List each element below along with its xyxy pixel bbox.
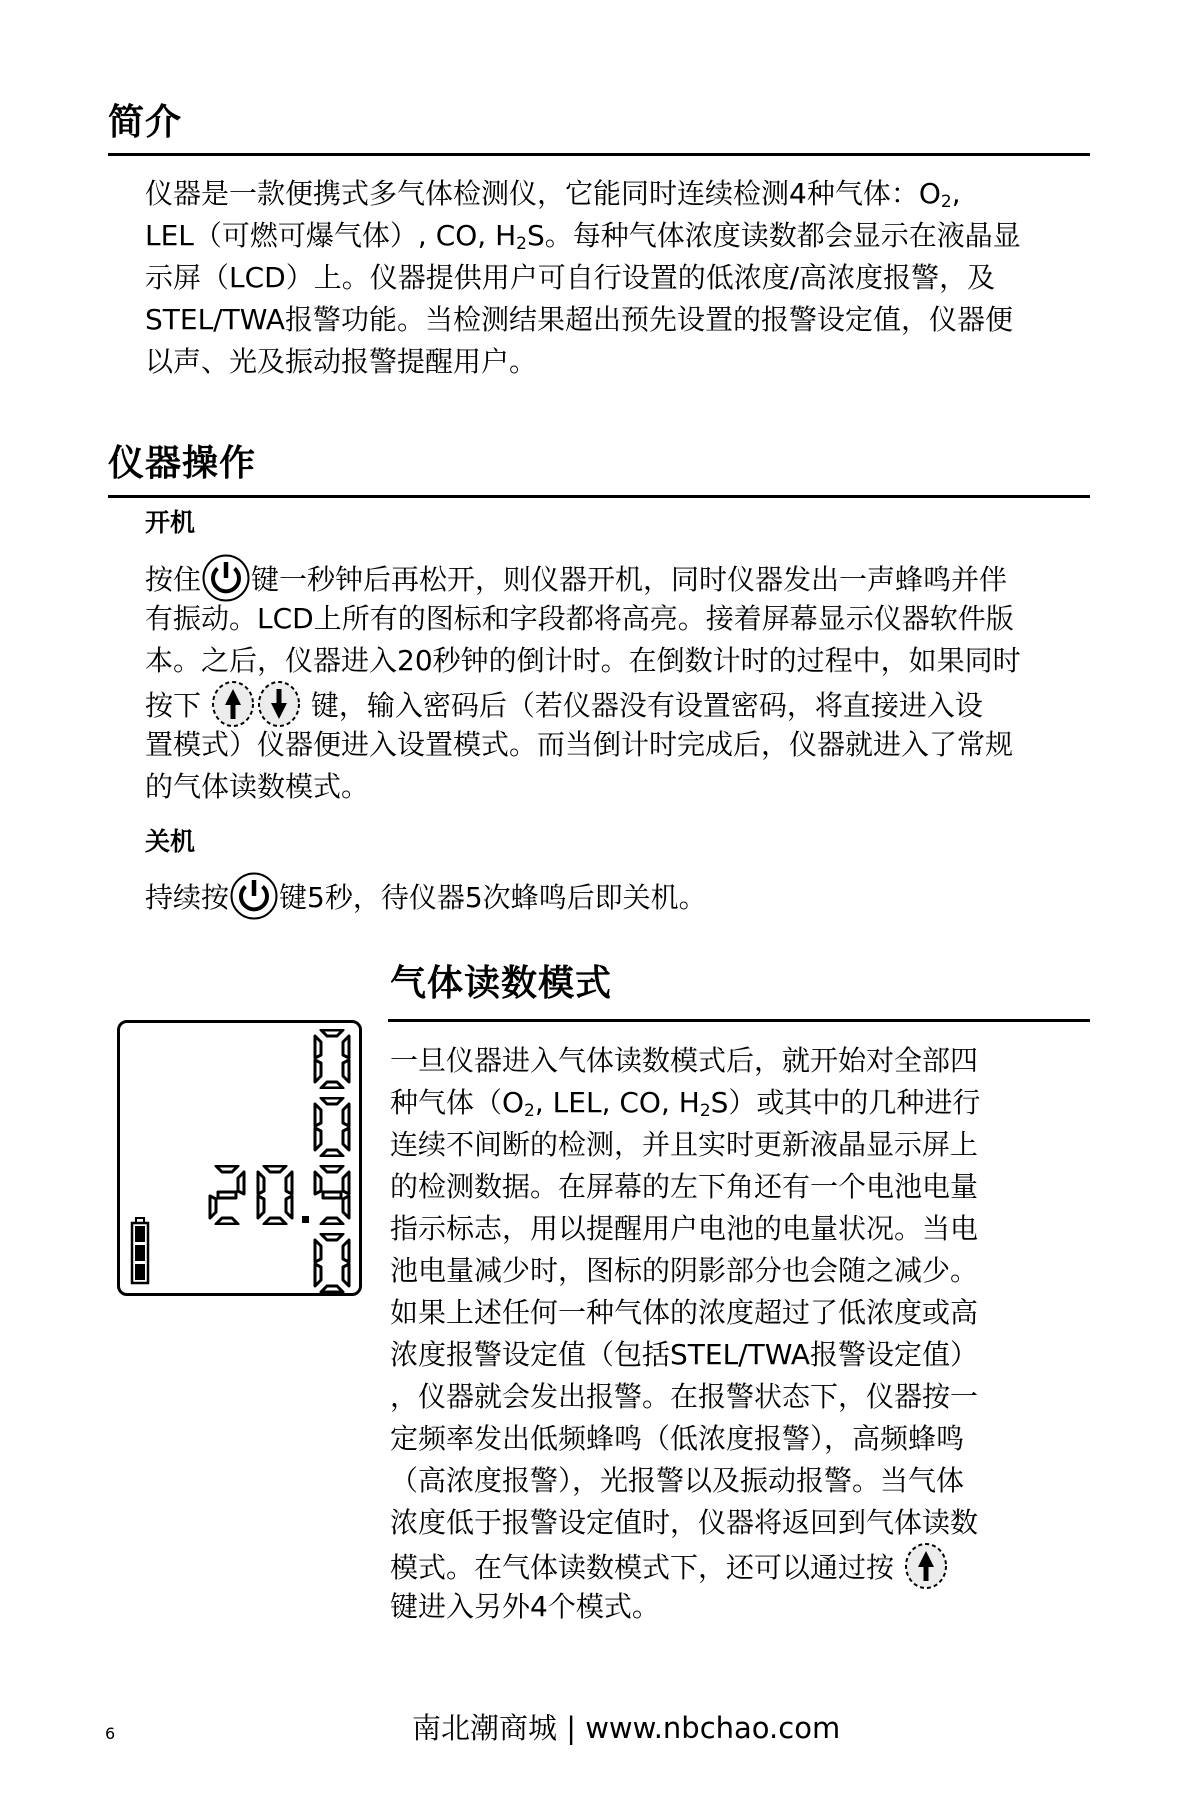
text-line: [390, 1166, 980, 1208]
text-line: [390, 1418, 980, 1460]
text-line: [390, 1250, 980, 1292]
text: 键，输入密码后（若仪器没有设置密码，将直接进入设: [310, 689, 983, 722]
text: 指示标志，用以提醒用户电池的电量状况。当电: [390, 1212, 979, 1245]
text: 仪器是一款便携式多气体检测仪，它能同时连续检测4种气体：O: [145, 177, 941, 210]
text: 连续不间断的检测，并且实时更新液晶显示屏上: [390, 1128, 979, 1161]
section-rule-gas-reading: [388, 1019, 1090, 1022]
lcd-display-illustration: [117, 1020, 362, 1296]
text-line: [390, 1082, 980, 1124]
power-icon: [229, 871, 279, 921]
section-rule-intro: [108, 153, 1090, 156]
subscript: 2: [699, 1101, 711, 1121]
text: , LEL, CO, H: [534, 1086, 700, 1119]
text: 池电量减少时，图标的阴影部分也会随之减少。: [390, 1254, 979, 1287]
up-arrow-icon: [210, 679, 256, 729]
text: 浓度低于报警设定值时，仪器将返回到气体读数: [390, 1506, 979, 1539]
text-line: 有振动。LCD上所有的图标和字段都将高亮。接着屏幕显示仪器软件版: [145, 602, 1014, 635]
battery-icon: [130, 1217, 150, 1285]
text: S。每种气体浓度读数都会显示在液晶显: [526, 219, 1021, 252]
text-line: [390, 1124, 980, 1166]
lcd-reading-row: [313, 1235, 351, 1293]
text-line: [390, 1208, 980, 1250]
text-line: [145, 682, 1021, 724]
text: （高浓度报警），光报警以及振动报警。当气体: [390, 1464, 965, 1497]
text-line: [390, 1334, 980, 1376]
lcd-reading: [313, 1029, 351, 1089]
text: 以声、光及振动报警提醒用户。: [145, 345, 538, 378]
text-line: 置模式）仪器便进入设置模式。而当倒计时完成后，仪器就进入了常规: [145, 728, 1014, 761]
lcd-reading-row: [313, 1031, 351, 1089]
text: 按住: [145, 563, 202, 596]
text-line: [145, 556, 1021, 598]
text: ，仪器就会发出报警。在报警状态下，仪器按一: [390, 1380, 979, 1413]
subscript: 2: [940, 192, 952, 212]
text: 如果上述任何一种气体的浓度超过了低浓度或高: [390, 1296, 979, 1329]
power-off-paragraph: [145, 874, 707, 916]
power-icon: [201, 553, 251, 603]
text: 示屏（LCD）上。仪器提供用户可自行设置的低浓度/高浓度报警，及: [145, 261, 996, 294]
intro-paragraph: [145, 173, 1021, 383]
text: 定频率发出低频蜂鸣（低浓度报警），高频蜂鸣: [390, 1422, 965, 1455]
text: 按下: [145, 689, 202, 722]
text-line: [145, 341, 1021, 383]
section-rule-operation: [108, 495, 1090, 498]
text: 持续按: [145, 881, 230, 914]
text-line: 的气体读数模式。: [145, 770, 370, 803]
page-number: 6: [105, 1724, 116, 1743]
text: 的检测数据。在屏幕的左下角还有一个电池电量: [390, 1170, 979, 1203]
section-title-intro: 简介: [108, 101, 183, 143]
power-on-paragraph: [145, 556, 1021, 808]
text-line: [145, 215, 1021, 257]
lcd-reading-row: [313, 1099, 351, 1157]
text: STEL/TWA报警功能。当检测结果超出预先设置的报警设定值，仪器便: [145, 303, 1014, 336]
text-line: [390, 1292, 980, 1334]
lcd-reading: [208, 1165, 351, 1225]
lcd-reading: [313, 1233, 351, 1293]
subheading-power-off: 关机: [145, 827, 196, 856]
text: 种气体（O: [390, 1086, 525, 1119]
text-line: 键进入另外4个模式。: [390, 1590, 660, 1623]
text: S）或其中的几种进行: [710, 1086, 981, 1119]
text-line: 本。之后，仪器进入20秒钟的倒计时。在倒数计时的过程中，如果同时: [145, 644, 1021, 677]
text: 浓度报警设定值（包括STEL/TWA报警设定值）: [390, 1338, 979, 1371]
lcd-reading-row: [208, 1167, 351, 1225]
text-line: [390, 1502, 980, 1544]
text: 键一秒钟后再松开，则仪器开机，同时仪器发出一声蜂鸣并伴: [251, 563, 1008, 596]
text-line: [390, 1544, 949, 1586]
text: 键5秒，待仪器5次蜂鸣后即关机。: [279, 881, 707, 914]
subscript: 2: [524, 1101, 535, 1121]
text: LEL（可燃可爆气体）, CO, H: [145, 219, 517, 252]
subheading-power-on: 开机: [145, 508, 196, 537]
gas-reading-paragraph: [390, 1040, 980, 1544]
text-line: [390, 1040, 980, 1082]
text: ,: [951, 177, 961, 210]
section-title-operation: 仪器操作: [108, 442, 257, 484]
text-line: [145, 173, 1021, 215]
text-line: [145, 257, 1021, 299]
text-line: [145, 299, 1021, 341]
text-line: [145, 874, 707, 916]
up-arrow-icon: [903, 1541, 949, 1591]
text-line: [390, 1376, 980, 1418]
text: 模式。在气体读数模式下，还可以通过按: [390, 1551, 895, 1584]
subscript: 2: [516, 234, 527, 254]
section-title-gas-reading: 气体读数模式: [390, 962, 613, 1004]
down-arrow-icon: [256, 679, 302, 729]
text: 一旦仪器进入气体读数模式后，就开始对全部四: [390, 1044, 979, 1077]
text-line: [390, 1460, 980, 1502]
footer-site: 南北潮商城 | www.nbchao.com: [412, 1711, 841, 1745]
gas-reading-paragraph-end: [390, 1544, 949, 1628]
lcd-reading: [313, 1097, 351, 1157]
